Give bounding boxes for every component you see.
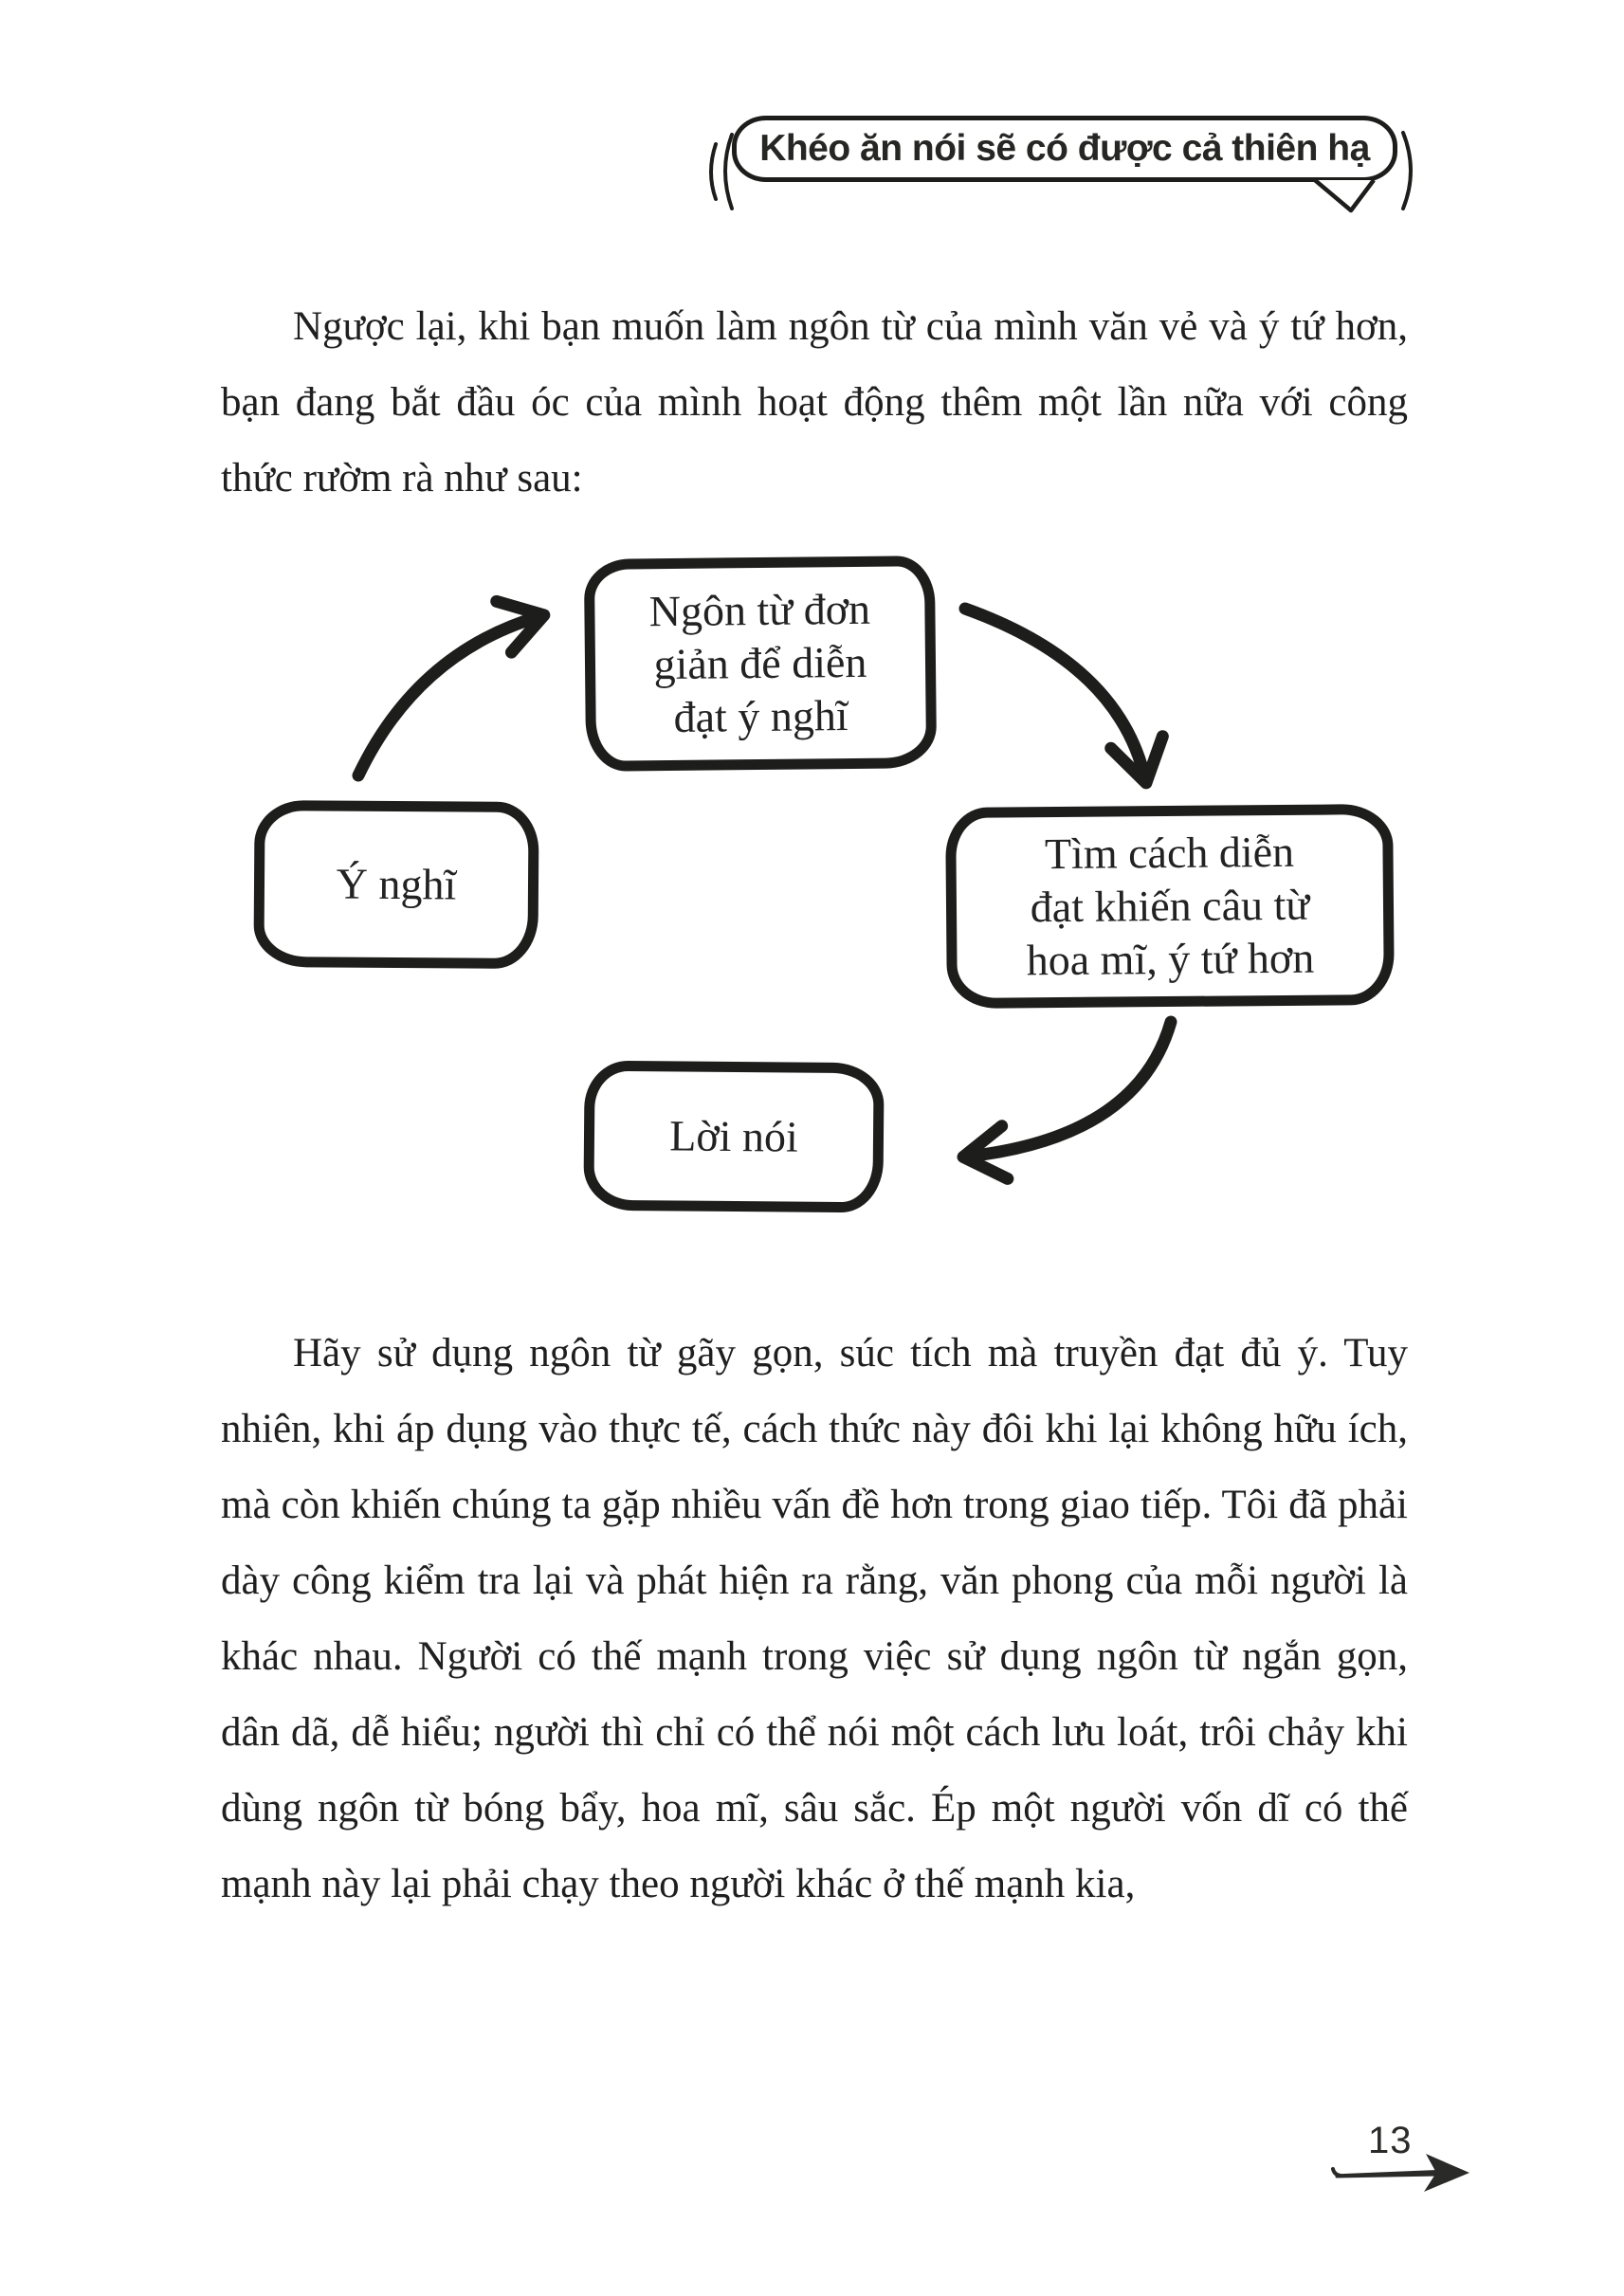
speech-bubble-accent-left-icon bbox=[702, 129, 738, 214]
diagram-node-speech: Lời nói bbox=[583, 1061, 884, 1213]
page-number: 13 bbox=[1368, 2120, 1413, 2161]
speech-bubble-tail-icon bbox=[1311, 180, 1387, 218]
diagram-node-find-expression: Tìm cách diễn đạt khiến câu từ hoa mĩ, ý tứ hơn bbox=[945, 804, 1395, 1009]
speech-bubble-accent-right-icon bbox=[1396, 127, 1422, 214]
curved-arrow-top-to-right-icon bbox=[965, 609, 1145, 779]
curved-arrow-right-to-speech-icon bbox=[967, 1022, 1171, 1157]
intro-paragraph: Ngược lại, khi bạn muốn làm ngôn từ của mình văn vẻ và ý tứ hơn, bạn đang bắt đầu óc của mình hoạt động thêm một lần nữa với công thức rườm rà như sau: bbox=[221, 304, 1408, 501]
curved-arrow-idea-to-top-icon bbox=[358, 616, 540, 775]
diagram-node-idea: Ý nghĩ bbox=[253, 800, 538, 969]
running-head-bubble bbox=[732, 116, 1397, 182]
body-paragraph: Hãy sử dụng ngôn từ gãy gọn, súc tích mà truyền đạt đủ ý. Tuy nhiên, khi áp dụng vào thực tế, cách thức này đôi khi lại không hữu ích, mà còn khiến chúng ta gặp nhiều vấn đề hơn trong giao tiếp. Tôi đã phải dày công kiểm tra lại và phát hiện ra rằng, văn phong của mỗi người là khác nhau. Người có thế mạnh trong việc sử dụng ngôn từ ngắn gọn, dân dã, dễ hiểu; người thì chỉ có thể nói một cách lưu loát, trôi chảy khi dùng ngôn từ bóng bẩy, hoa mĩ, sâu sắc. Ép một người vốn dĩ có thế mạnh này lại phải chạy theo người khác ở thế mạnh kia, bbox=[221, 1331, 1408, 1906]
page-arrow-icon bbox=[1325, 2148, 1473, 2192]
diagram-node-simple-words: Ngôn từ đơn giản để diễn đạt ý nghĩ bbox=[584, 556, 937, 772]
running-head-title: Khéo ăn nói sẽ có được cả thiên hạ bbox=[759, 128, 1370, 169]
